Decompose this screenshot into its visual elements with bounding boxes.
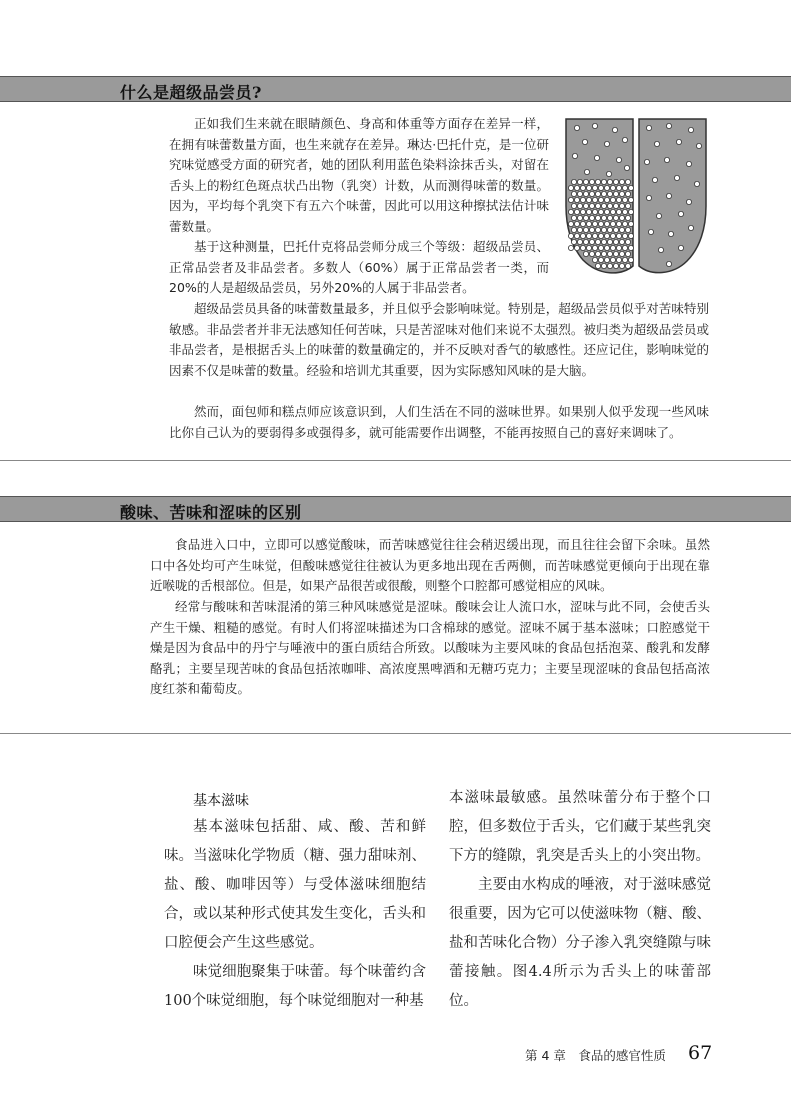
papilla-dot: [622, 185, 627, 190]
papilla-dot: [628, 257, 633, 262]
papilla-dot: [619, 239, 624, 244]
papilla-dot: [586, 221, 591, 226]
papilla-dot: [604, 197, 609, 202]
papilla-dot: [648, 229, 653, 234]
papilla-dot: [696, 143, 701, 148]
papilla-dot: [616, 257, 621, 262]
papilla-dot: [613, 227, 618, 232]
papilla-dot: [610, 221, 615, 226]
papilla-dot: [694, 181, 699, 186]
papilla-dot: [604, 245, 609, 250]
papilla-dot: [568, 197, 573, 202]
papilla-dot: [610, 245, 615, 250]
papilla-dot: [601, 191, 606, 196]
papilla-dot: [613, 191, 618, 196]
section-header-supertaster: [0, 76, 791, 102]
papilla-dot: [592, 245, 597, 250]
papilla-dot: [622, 197, 627, 202]
papilla-dot: [666, 193, 671, 198]
papilla-dot: [589, 179, 594, 184]
papilla-dot: [580, 221, 585, 226]
papilla-dot: [619, 263, 624, 268]
papilla-dot: [616, 157, 621, 162]
papilla-dot: [586, 209, 591, 214]
papilla-dot: [688, 225, 693, 230]
papilla-dot: [619, 227, 624, 232]
papilla-dot: [613, 263, 618, 268]
papilla-dot: [598, 245, 603, 250]
papilla-dot: [571, 215, 576, 220]
papilla-dot: [601, 263, 606, 268]
papilla-dot: [604, 141, 609, 146]
tongue-papillae-illustration: [563, 116, 709, 282]
papilla-dot: [583, 227, 588, 232]
papilla-dot: [574, 209, 579, 214]
papilla-dot: [646, 195, 651, 200]
papilla-dot: [688, 127, 693, 132]
subheading-basic-tastes: 基本滋味: [193, 793, 249, 809]
papilla-dot: [686, 199, 691, 204]
papilla-dot: [598, 209, 603, 214]
papilla-dot: [604, 209, 609, 214]
papilla-dot: [658, 247, 663, 252]
papilla-dot: [592, 123, 597, 128]
chapter-label: 第 4 章 食品的感官性质: [525, 1048, 666, 1063]
papilla-dot: [625, 215, 630, 220]
papilla-dot: [616, 221, 621, 226]
page-number: 67: [688, 1042, 713, 1064]
papilla-dot: [628, 221, 633, 226]
papilla-dot: [568, 245, 573, 250]
papilla-dot: [674, 175, 679, 180]
papilla-dot: [589, 227, 594, 232]
papilla-dot: [589, 191, 594, 196]
papilla-dot: [622, 221, 627, 226]
papilla-dot: [625, 227, 630, 232]
papilla-dot: [568, 233, 573, 238]
papilla-dot: [592, 197, 597, 202]
papilla-dot: [610, 185, 615, 190]
papilla-dot: [601, 215, 606, 220]
papilla-dot: [613, 215, 618, 220]
papilla-dot: [580, 245, 585, 250]
papilla-dot: [589, 251, 594, 256]
papilla-dot: [610, 197, 615, 202]
papilla-dot: [586, 233, 591, 238]
papilla-dot: [583, 191, 588, 196]
section-title: 酸味、苦味和涩味的区别: [120, 503, 302, 522]
papilla-dot: [628, 233, 633, 238]
papilla-dot: [607, 203, 612, 208]
papilla-dot: [619, 215, 624, 220]
papilla-dot: [595, 251, 600, 256]
paragraph: 食品进入口中，立即可以感觉酸味，而苦味感觉往往会稍迟缓出现，而且往往会留下余味。虽然口中各处均可产生味觉，但酸味感觉往往被认为更多地出现在舌两侧，而苦味感觉更倾向于出现在靠近喉咙的舌根部位。但是，如果产品很苦或很酸，则整个口腔都可感觉相应的风味。: [150, 537, 710, 594]
papilla-dot: [577, 191, 582, 196]
papilla-dot: [622, 233, 627, 238]
papilla-dot: [598, 185, 603, 190]
papilla-dot: [580, 197, 585, 202]
papilla-dot: [668, 231, 673, 236]
papilla-dot: [601, 251, 606, 256]
papilla-dot: [616, 197, 621, 202]
papilla-dot: [582, 139, 587, 144]
papilla-dot: [577, 179, 582, 184]
papilla-dot: [601, 179, 606, 184]
papilla-dot: [592, 233, 597, 238]
body-text: 主要由水构成的唾液，对于滋味感觉很重要，因为它可以使滋味物（糖、酸、盐和苦味化合物）分子渗入乳突缝隙与味蕾接触。图4.4所示为舌头上的味蕾部位。: [449, 877, 711, 1009]
papilla-dot: [628, 197, 633, 202]
section-divider: [0, 733, 791, 734]
papilla-dot: [595, 227, 600, 232]
papilla-dot: [577, 239, 582, 244]
papilla-dot: [583, 179, 588, 184]
papilla-dot: [619, 191, 624, 196]
papilla-dot: [613, 179, 618, 184]
papilla-dot: [595, 179, 600, 184]
papilla-dot: [625, 251, 630, 256]
papilla-dot: [598, 221, 603, 226]
papilla-dot: [604, 221, 609, 226]
papilla-dot: [574, 221, 579, 226]
papilla-dot: [606, 171, 611, 176]
papilla-dot: [654, 141, 659, 146]
papilla-dot: [610, 257, 615, 262]
papilla-dot: [574, 125, 579, 130]
papilla-dot: [572, 153, 577, 158]
papilla-dot: [583, 215, 588, 220]
papilla-dot: [666, 123, 671, 128]
papilla-dot: [586, 197, 591, 202]
papilla-dot: [613, 239, 618, 244]
papilla-dot: [678, 245, 683, 250]
papilla-dot: [646, 125, 651, 130]
papilla-dot: [568, 209, 573, 214]
papilla-dot: [598, 197, 603, 202]
papilla-dot: [616, 245, 621, 250]
papilla-dot: [601, 239, 606, 244]
papilla-dot: [592, 209, 597, 214]
papilla-dot: [580, 209, 585, 214]
papilla-dot: [604, 185, 609, 190]
papilla-dot: [598, 257, 603, 262]
papilla-dot: [568, 185, 573, 190]
papilla-dot: [625, 263, 630, 268]
papilla-dot: [644, 159, 649, 164]
papilla-dot: [625, 179, 630, 184]
papilla-dot: [592, 185, 597, 190]
papilla-dot: [598, 233, 603, 238]
papilla-dot: [607, 179, 612, 184]
papilla-dot: [589, 239, 594, 244]
papilla-dot: [595, 203, 600, 208]
papilla-dot: [580, 233, 585, 238]
papilla-dot: [622, 245, 627, 250]
papilla-dot: [628, 185, 633, 190]
papilla-dot: [619, 203, 624, 208]
papilla-dot: [625, 203, 630, 208]
papilla-dot: [595, 263, 600, 268]
papilla-dot: [622, 137, 627, 142]
papilla-dot: [595, 191, 600, 196]
paragraph: 基于这种测量，巴托什克将品尝师分成三个等级：超级品尝员、正常品尝者及非品尝者。多数人（60%）属于正常品尝者一类，而20%的人是超级品尝员，另外20%的人属于非品尝者。: [169, 239, 549, 296]
papilla-dot: [628, 245, 633, 250]
papilla-dot: [607, 227, 612, 232]
paragraph: 正如我们生来就在眼睛颜色、身高和体重等方面存在差异一样，在拥有味蕾数量方面，也生来就存在差异。琳达·巴托什克，是一位研究味觉感受方面的研究者，她的团队利用蓝色染料涂抹舌头，对留在舌头上的粉红色斑点状凸出物（乳突）计数，从而测得味蕾的数量。因为，平均每个乳突下有五六个味蕾，因此可以用这种擦拭法估计味蕾数量。: [169, 116, 549, 234]
papilla-dot: [574, 197, 579, 202]
papilla-dot: [589, 215, 594, 220]
papilla-dot: [686, 161, 691, 166]
papilla-dot: [676, 139, 681, 144]
papilla-dot: [586, 245, 591, 250]
papilla-dot: [586, 185, 591, 190]
papilla-dot: [619, 251, 624, 256]
papilla-dot: [604, 257, 609, 262]
papilla-dot: [568, 221, 573, 226]
papilla-dot: [574, 245, 579, 250]
papilla-dot: [601, 227, 606, 232]
papilla-dot: [577, 227, 582, 232]
papilla-dot: [616, 209, 621, 214]
papilla-dot: [607, 215, 612, 220]
papilla-dot: [571, 203, 576, 208]
papilla-dot: [584, 169, 589, 174]
papilla-dot: [574, 185, 579, 190]
papilla-dot: [625, 191, 630, 196]
papilla-dot: [604, 233, 609, 238]
papilla-dot: [607, 239, 612, 244]
papilla-dot: [607, 251, 612, 256]
papilla-dot: [595, 215, 600, 220]
papilla-dot: [619, 179, 624, 184]
section-title: 什么是超级品尝员?: [120, 83, 262, 102]
papilla-dot: [571, 227, 576, 232]
body-text: 味觉细胞聚集于味蕾。每个味蕾约含100个味觉细胞，每个味觉细胞对一种基: [164, 964, 426, 1009]
papilla-dot: [577, 203, 582, 208]
papilla-dot: [571, 191, 576, 196]
papilla-dot: [610, 209, 615, 214]
paragraph: 经常与酸味和苦味混淆的第三种风味感觉是涩味。酸味会让人流口水，涩味与此不同，会使舌头产生干燥、粗糙的感觉。有时人们将涩味描述为口含棉球的感觉。涩味不属于基本滋味；口腔感觉干燥是因为食品中的丹宁与唾液中的蛋白质结合所致。以酸味为主要风味的食品包括泡菜、酸乳和发酵酪乳；主要呈现苦味的食品包括浓咖啡、高浓度黑啤酒和无糖巧克力；主要呈现涩味的食品包括高浓度红茶和葡萄皮。: [150, 599, 710, 697]
papilla-dot: [580, 185, 585, 190]
papilla-dot: [574, 233, 579, 238]
section-divider: [0, 460, 791, 461]
papilla-dot: [652, 177, 657, 182]
papilla-dot: [656, 213, 661, 218]
papilla-dot: [616, 185, 621, 190]
papilla-dot: [595, 239, 600, 244]
papilla-dot: [622, 257, 627, 262]
section-header-sour-bitter-astringent: [0, 496, 791, 522]
papilla-dot: [594, 155, 599, 160]
paragraph: 超级品尝员具备的味蕾数量最多，并且似乎会影响味觉。特别是，超级品尝员似乎对苦味特别敏感。非品尝者并非无法感知任何苦味，只是苦涩味对他们来说不太强烈。被归类为超级品尝员或非品尝者，是根据舌头上的味蕾的数量确定的，并不反映对香气的敏感性。还应记住，影响味觉的因素不仅是味蕾的数量。经验和培训尤其重要，因为实际感知风味的是大脑。: [169, 301, 709, 378]
papilla-dot: [592, 257, 597, 262]
paragraph: 然而，面包师和糕点师应该意识到，人们生活在不同的滋味世界。如果别人似乎发现一些风味比你自己认为的要弱得多或强得多，就可能需要作出调整，不能再按照自己的喜好来调味了。: [169, 404, 709, 440]
body-text: 本滋味最敏感。虽然味蕾分布于整个口腔，但多数位于舌头，它们藏于某些乳突下方的缝隙，乳突是舌头上的小突出物。: [449, 790, 711, 864]
papilla-dot: [678, 211, 683, 216]
papilla-dot: [628, 209, 633, 214]
papilla-dot: [592, 221, 597, 226]
papilla-dot: [613, 251, 618, 256]
papilla-dot: [622, 209, 627, 214]
papilla-dot: [571, 179, 576, 184]
body-text: 基本滋味包括甜、咸、酸、苦和鲜味。当滋味化学物质（糖、强力甜味剂、盐、酸、咖啡因等）与受体滋味细胞结合，或以某种形式使其发生变化，舌头和口腔便会产生这些感觉。: [164, 819, 426, 951]
papilla-dot: [589, 203, 594, 208]
papilla-dot: [607, 263, 612, 268]
papilla-dot: [583, 239, 588, 244]
papilla-dot: [583, 203, 588, 208]
papilla-dot: [624, 165, 629, 170]
papilla-dot: [612, 127, 617, 132]
papilla-dot: [577, 215, 582, 220]
papilla-dot: [664, 157, 669, 162]
papilla-dot: [601, 203, 606, 208]
papilla-dot: [613, 203, 618, 208]
page-footer: [0, 1044, 791, 1066]
papilla-dot: [666, 261, 671, 266]
papilla-dot: [610, 233, 615, 238]
papilla-dot: [616, 233, 621, 238]
papilla-dot: [625, 239, 630, 244]
papilla-dot: [607, 191, 612, 196]
papilla-dot: [583, 251, 588, 256]
papilla-dot: [571, 239, 576, 244]
